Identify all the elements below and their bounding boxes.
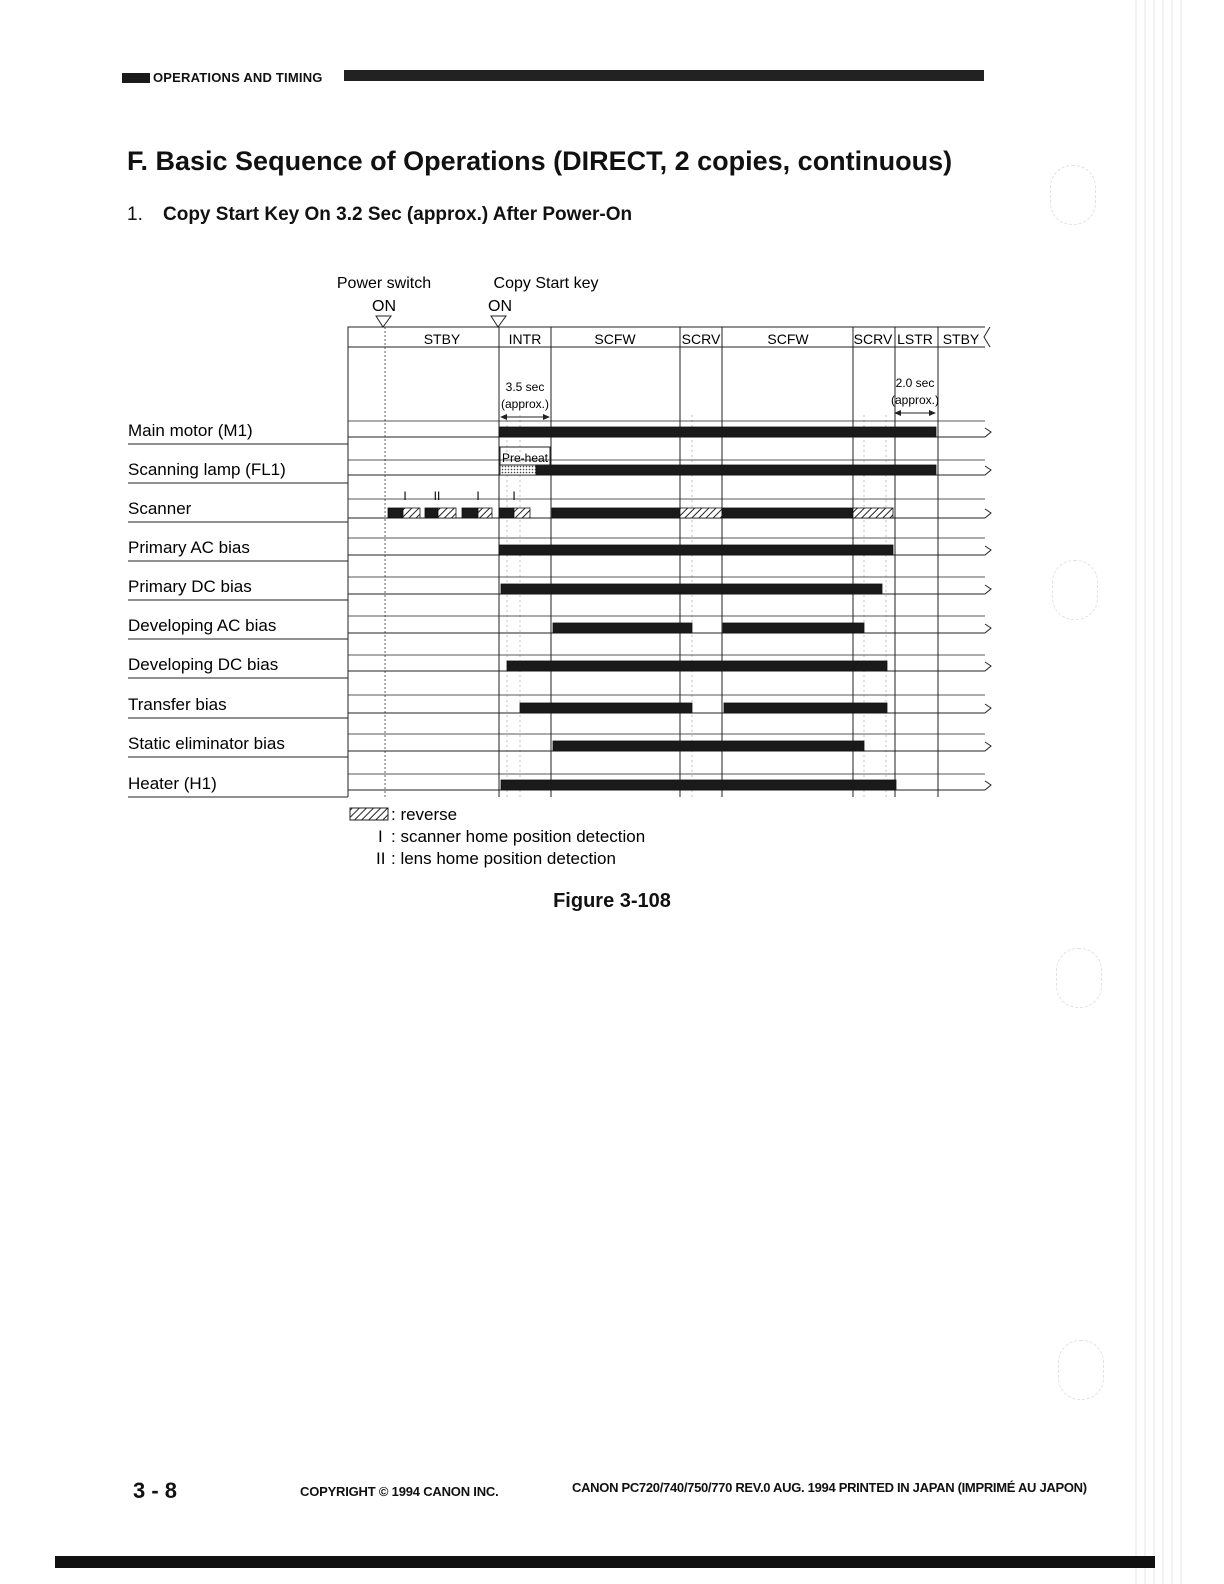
transfer-bias-bar [724, 703, 887, 713]
scanner-home-mark: I [403, 489, 407, 503]
break-mark [984, 327, 990, 347]
primary-dc-bias-bar [501, 584, 882, 594]
event-label-power-switch-on: ON [372, 298, 396, 315]
event-label-copy-start: Copy Start key [493, 275, 599, 292]
scanner-motion-bar [462, 508, 478, 518]
scanning-lamp-on-bar [536, 465, 936, 475]
scanner-home-mark: I [476, 489, 480, 503]
event-marker-triangle [376, 316, 391, 327]
scanner-motion-bar [499, 508, 514, 518]
main-motor-on-bar [499, 427, 936, 437]
page-number: 3 - 8 [133, 1478, 178, 1503]
legend-lens-symbol: II [376, 849, 386, 868]
lens-home-mark: II [433, 489, 441, 503]
interval-note-lstr: (approx.) [890, 393, 940, 407]
break-mark [985, 466, 991, 475]
footer-print-info: CANON PC720/740/750/770 REV.0 AUG. 1994 PRINTED IN JAPAN (IMPRIMÉ AU JAPON) [572, 1480, 1087, 1495]
scanner-home-mark: I [512, 489, 516, 503]
interval-arrowhead [543, 414, 550, 420]
interval-label-lstr: 2.0 sec [895, 376, 935, 390]
break-mark [985, 742, 991, 751]
subsection-number: 1. [127, 204, 143, 225]
signal-row-label: Main motor (M1) [128, 421, 253, 440]
subsection-text: Copy Start Key On 3.2 Sec (approx.) After Power-On [163, 204, 633, 225]
phase-label: STBY [423, 331, 461, 347]
break-mark [985, 662, 991, 671]
developing-ac-bias-bar [723, 623, 864, 633]
footer-copyright: COPYRIGHT © 1994 CANON INC. [300, 1484, 499, 1499]
phase-label: STBY [942, 331, 980, 347]
phase-label: INTR [508, 331, 542, 347]
break-mark [985, 704, 991, 713]
break-mark [985, 781, 991, 790]
break-mark [985, 546, 991, 555]
scanner-motion-bar [438, 508, 456, 518]
section-label: OPERATIONS AND TIMING [153, 70, 323, 85]
phase-label: SCRV [681, 331, 721, 347]
phase-label: SCRV [853, 331, 893, 347]
signal-row-label: Primary AC bias [128, 538, 250, 557]
page-title: F. Basic Sequence of Operations (DIRECT, 2 copies, continuous) [127, 146, 953, 176]
preheat-label: Pre-heat [501, 451, 549, 465]
scanner-motion-bar [552, 508, 680, 518]
break-mark [985, 509, 991, 518]
scanner-motion-bar [388, 508, 403, 518]
transfer-bias-bar [520, 703, 692, 713]
heater-on-bar [501, 780, 896, 790]
legend-reverse-swatch [350, 808, 388, 820]
signal-row-label: Developing DC bias [128, 655, 279, 674]
signal-row-label: Scanner [128, 499, 192, 518]
signal-row-label: Primary DC bias [128, 577, 252, 596]
developing-dc-bias-bar [507, 661, 887, 671]
legend-scanner-symbol: I [378, 827, 383, 846]
break-mark [985, 585, 991, 594]
phase-label: SCFW [594, 331, 636, 347]
scanner-motion-bar [853, 508, 893, 518]
signal-row-label: Transfer bias [128, 695, 227, 714]
figure-caption: Figure 3-108 [553, 890, 671, 912]
static-eliminator-bias-bar [553, 741, 864, 751]
page-bottom-edge [55, 1556, 1155, 1568]
phase-label: SCFW [767, 331, 809, 347]
primary-ac-bias-bar [499, 545, 893, 555]
scanner-motion-bar [514, 508, 530, 518]
signal-row-label: Heater (H1) [128, 774, 217, 793]
signal-row-label: Static eliminator bias [128, 734, 285, 753]
scanning-lamp-preheat-bar [500, 465, 536, 475]
interval-note-intr: (approx.) [500, 397, 550, 411]
event-marker-triangle [491, 316, 506, 327]
interval-arrowhead [500, 414, 507, 420]
scanner-motion-bar [403, 508, 420, 518]
signal-row-label: Developing AC bias [128, 616, 277, 635]
scanner-motion-bar [478, 508, 492, 518]
event-label-power-switch: Power switch [336, 275, 432, 292]
legend-reverse-text: : reverse [391, 805, 458, 824]
scanner-motion-bar [722, 508, 853, 518]
legend-lens-text: : lens home position detection [391, 849, 616, 868]
signal-row-label: Scanning lamp (FL1) [128, 460, 286, 479]
event-label-copy-start-on: ON [488, 298, 512, 315]
scanner-motion-bar [425, 508, 438, 518]
phase-label: LSTR [897, 331, 933, 347]
legend-scanner-text: : scanner home position detection [391, 827, 646, 846]
interval-arrowhead [929, 410, 936, 416]
scanner-motion-bar [680, 508, 722, 518]
interval-label-intr: 3.5 sec [505, 380, 545, 394]
break-mark [985, 624, 991, 633]
break-mark [985, 428, 991, 437]
developing-ac-bias-bar [553, 623, 692, 633]
